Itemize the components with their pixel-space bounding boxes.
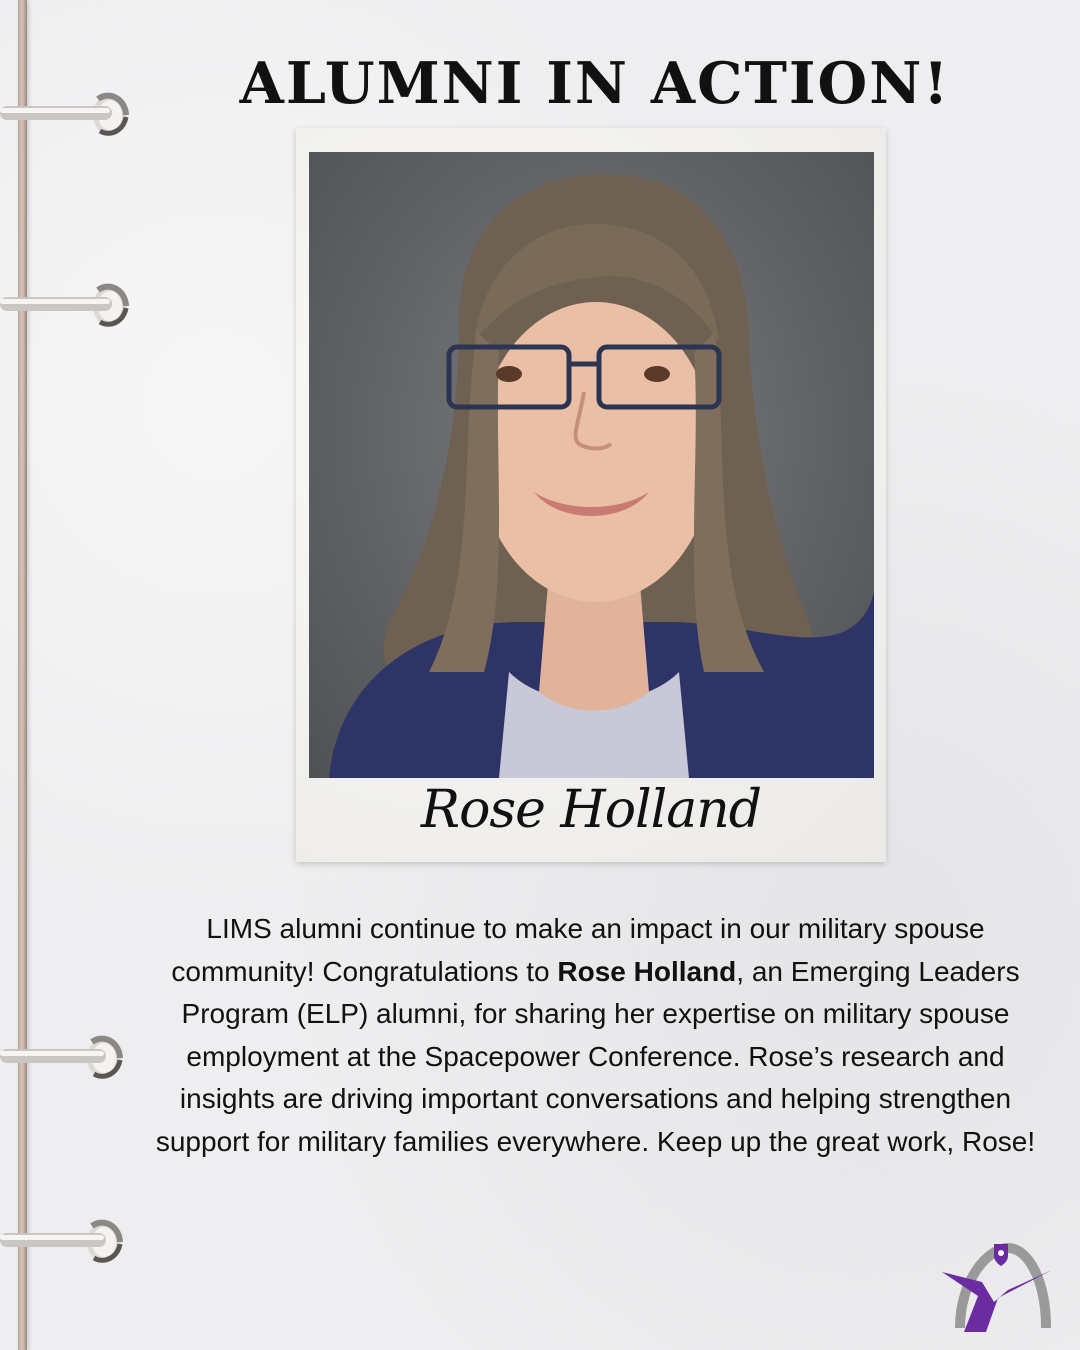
alumni-name: Rose Holland [557,955,737,987]
notebook-spine [18,0,27,1350]
binder-ring-icon [0,1214,140,1274]
binder-ring-icon [0,1030,140,1090]
story-paragraph [138,908,1053,1163]
page-title: ALUMNI IN ACTION! [239,50,951,117]
polaroid-frame [296,128,886,862]
signature-caption: Rose Holland [420,780,762,840]
portrait-illustration [309,152,874,778]
story-text-intro: LIMS alumni continue to make an impact in our military spouse community! Congratulations to [171,913,985,987]
story-text-rest: , an Emerging Leaders Program (ELP) alumni, for sharing her expertise on military spouse employment at the Spacepower Conference. Rose’s research and insights are driving important conversations and helping strengthen support for military families everywhere. Keep up the great work, Rose! [155,955,1036,1157]
lims-logo-icon [938,1240,1056,1332]
portrait-photo [309,152,874,778]
binder-ring-icon [0,278,140,338]
